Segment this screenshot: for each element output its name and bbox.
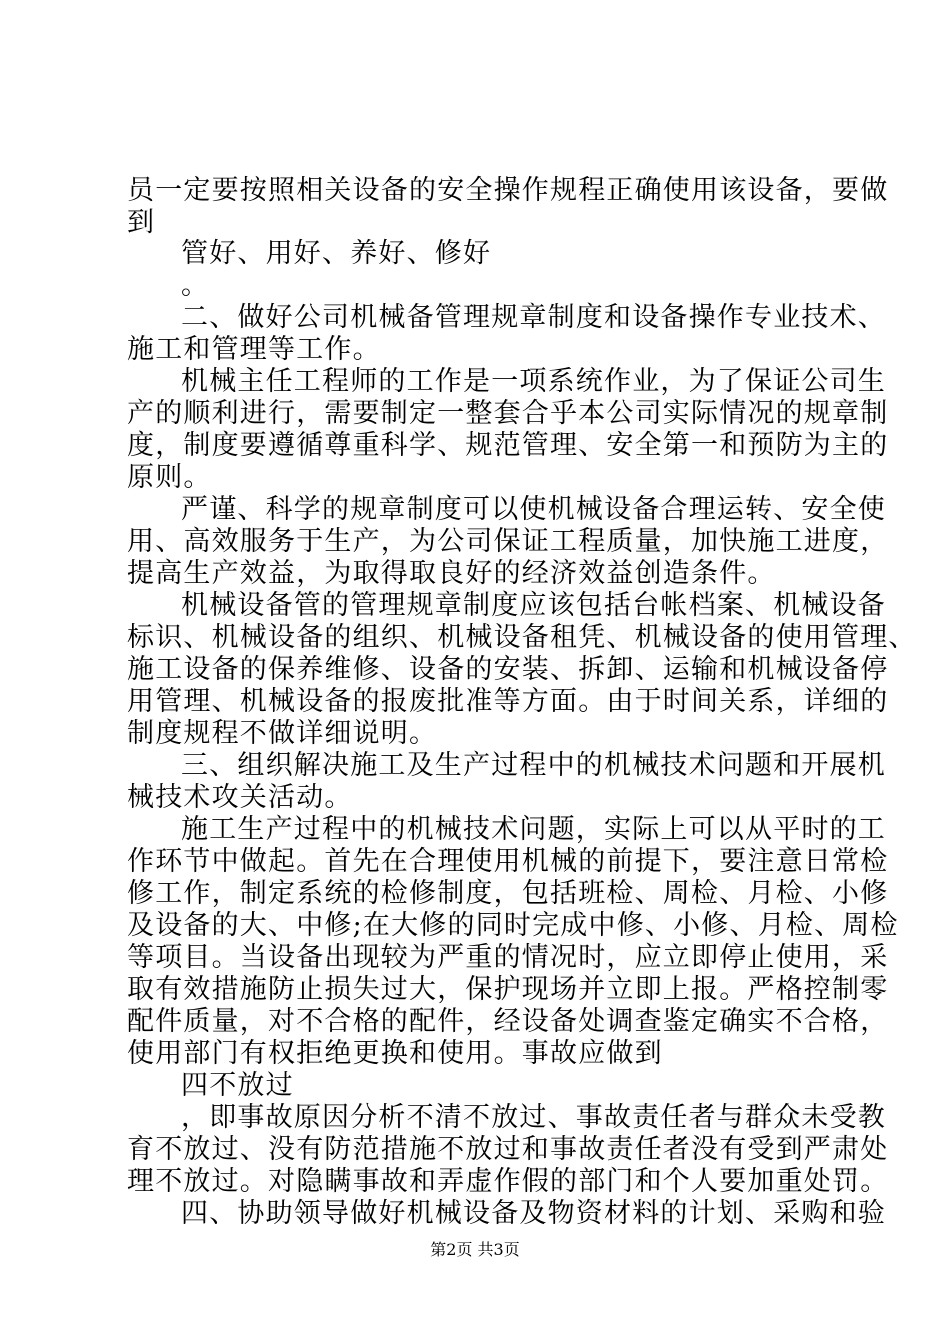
text-line: 产的顺利进行，需要制定一整套合乎本公司实际情况的规章制 bbox=[127, 398, 889, 429]
section-heading-3: 三、组织解决施工及生产过程中的机械技术问题和开展机 bbox=[181, 750, 886, 781]
text-line: 用、高效服务于生产，为公司保证工程质量，加快施工进度， bbox=[127, 526, 889, 557]
text-line: 用管理、机械设备的报废批准等方面。由于时间关系，详细的 bbox=[127, 686, 889, 717]
text-line: 育不放过、没有防范措施不放过和事故责任者没有受到严肃处 bbox=[127, 1134, 889, 1165]
text-line: 修工作，制定系统的检修制度，包括班检、周检、月检、小修 bbox=[127, 878, 889, 909]
text-line: 及设备的大、中修;在大修的同时完成中修、小修、月检、周检 bbox=[127, 910, 899, 941]
text-line: 理不放过。对隐瞒事故和弄虚作假的部门和个人要加重处罚。 bbox=[127, 1166, 889, 1197]
text-line: 严谨、科学的规章制度可以使机械设备合理运转、安全使 bbox=[181, 494, 886, 525]
text-line: 到 bbox=[127, 207, 156, 238]
text-line: 使用部门有权拒绝更换和使用。事故应做到 bbox=[127, 1038, 663, 1069]
text-line: 提高生产效益，为取得取良好的经济效益创造条件。 bbox=[127, 558, 776, 589]
text-line: 制度规程不做详细说明。 bbox=[127, 718, 438, 749]
text-line: 等项目。当设备出现较为严重的情况时，应立即停止使用，采 bbox=[127, 942, 889, 973]
text-line: 四不放过 bbox=[181, 1070, 294, 1101]
text-line: 标识、机械设备的组织、机械设备租凭、机械设备的使用管理、 bbox=[127, 622, 917, 653]
text-line: 原则。 bbox=[127, 462, 212, 493]
text-line: 员一定要按照相关设备的安全操作规程正确使用该设备，要做 bbox=[127, 175, 889, 206]
text-line: 施工设备的保养维修、设备的安装、拆卸、运输和机械设备停 bbox=[127, 654, 889, 685]
section-heading-4: 四、协助领导做好机械设备及物资材料的计划、采购和验 bbox=[181, 1198, 886, 1229]
text-line: 。 bbox=[181, 270, 210, 301]
text-line: ，即事故原因分析不清不放过、事故责任者与群众未受教 bbox=[181, 1102, 886, 1133]
section-heading-2: 二、做好公司机械备管理规章制度和设备操作专业技术、 bbox=[181, 302, 886, 333]
text-line: 械技术攻关活动。 bbox=[127, 782, 353, 813]
text-line: 作环节中做起。首先在合理使用机械的前提下，要注意日常检 bbox=[127, 846, 889, 877]
text-line: 机械设备管的管理规章制度应该包括台帐档案、机械设备 bbox=[181, 590, 886, 621]
text-line: 取有效措施防止损失过大，保护现场并立即上报。严格控制零 bbox=[127, 974, 889, 1005]
text-line: 度，制度要遵循尊重科学、规范管理、安全第一和预防为主的 bbox=[127, 430, 889, 461]
text-line: 配件质量，对不合格的配件，经设备处调查鉴定确实不合格， bbox=[127, 1006, 889, 1037]
page-footer: 第2页 共3页 bbox=[430, 1240, 520, 1259]
text-line: 施工生产过程中的机械技术问题，实际上可以从平时的工 bbox=[181, 814, 886, 845]
text-line: 施工和管理等工作。 bbox=[127, 334, 381, 365]
text-line: 管好、用好、养好、修好 bbox=[181, 238, 492, 269]
text-line: 机械主任工程师的工作是一项系统作业，为了保证公司生 bbox=[181, 366, 886, 397]
